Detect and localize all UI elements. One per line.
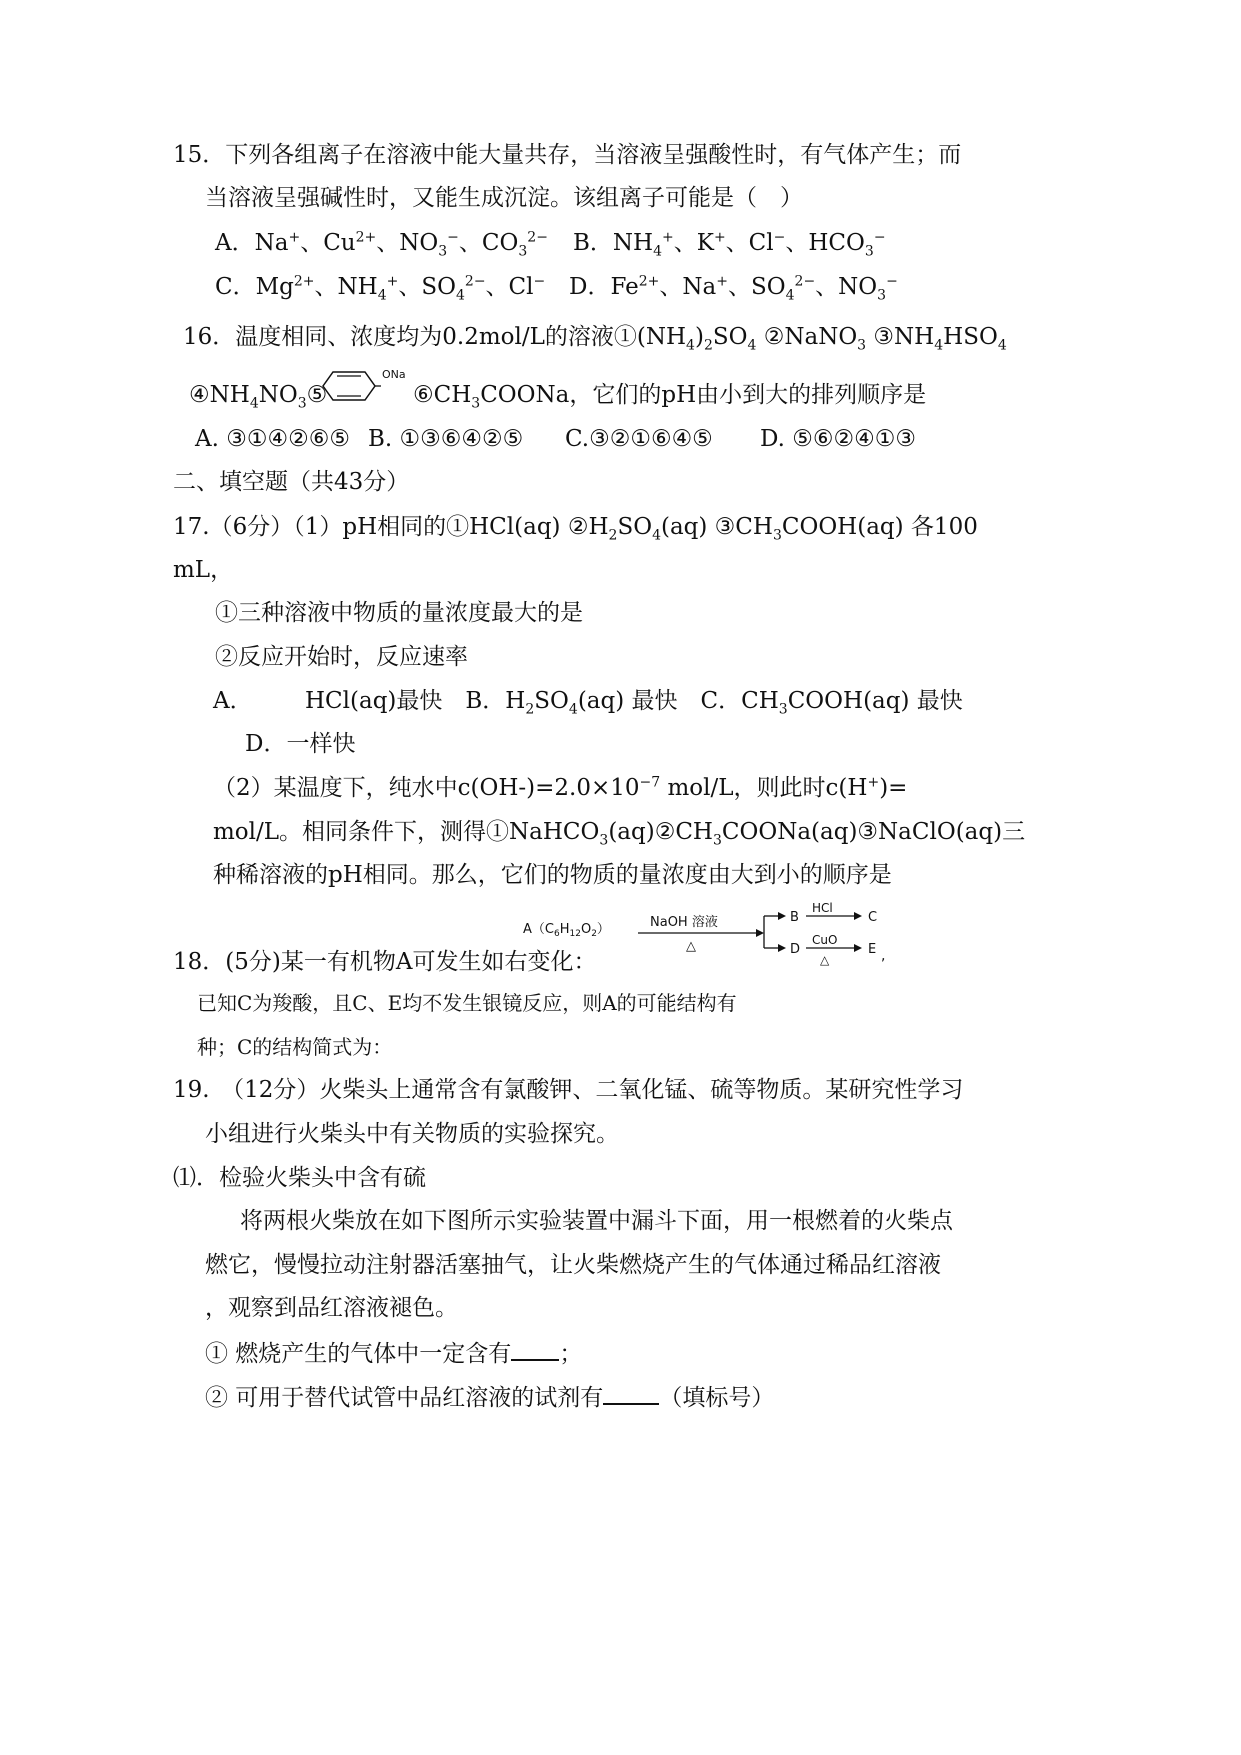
q19-line2: 小组进行火柴头中有关物质的实验探究。 [205,1121,619,1147]
q19-line8: ② 可用于替代试管中品红溶液的试剂有 （填标号） [205,1381,774,1413]
q17-options: HCl(aq)最快 B．$H_2SO_4(aq)$ 最快 C．$CH_3COOH(aq)$ 最快 [305,688,963,718]
q16-option-b: B. ①③⑥④②⑤ [368,426,524,452]
q15-option-a: A．Na+、$Cu^{2+}$、$NO_3^-$、$CO_3^{2-}$ [215,229,548,260]
q17-part2-line2: mol/L。相同条件下，测得$①NaHCO_3(aq)②CH_3COONa(aq)③NaClO(aq)$三 [213,819,1026,849]
q17-option-d: D．一样快 [245,731,356,757]
q17-line3: ①三种溶液中物质的量浓度最大的是 [215,600,583,626]
q15-option-b: B．$NH_4^+$、K+、Cl−、$HCO_3^-$ [573,229,886,260]
section-heading: 二、填空题（共43分） [173,469,410,495]
q17-line4: ②反应开始时，反应速率 [215,644,468,670]
diagram-comma: , [881,948,886,964]
q19-line1: 19. （12分）火柴头上通常含有氯酸钾、二氧化锰、硫等物质。某研究性学习 [173,1077,964,1103]
q15-option-c: C．$Mg^{2+}$、$NH_4^+$、$SO_4^{2-}$、Cl− [215,273,546,304]
heat-symbol-2: △ [820,953,830,967]
compound-d-label: D [790,942,801,957]
answer-blank-2 [603,1381,659,1405]
q19-line5: 燃它，慢慢拉动注射器活塞抽气，让火柴燃烧产生的气体通过稀品红溶液 [205,1252,941,1278]
reagent-naoh-label: NaOH 溶液 [650,915,718,930]
q16-line2-left: $④NH_4NO_3⑤$ [189,382,328,412]
compound-c-label: C [868,910,878,925]
answer-blank-1 [511,1337,559,1361]
q18-line2: 已知C为羧酸，且C、E均不发生银镜反应，则A的可能结构有 [197,991,737,1015]
heat-symbol-1: △ [686,939,696,954]
q17-line1: 17.（6分）（1）pH相同的①HCl(aq) $②H_2SO_4(aq)$ $③CH_3COOH(aq)$ 各100 [173,514,978,544]
sodium-phenoxide-structure [315,362,407,406]
q18-line1: 18．(5分)某一有机物A可发生如右变化： [173,949,597,975]
q15-line2: 当溶液呈强碱性时，又能生成沉淀。该组离子可能是（ ） [205,185,803,211]
reagent-hcl-label: HCl [812,901,833,915]
q15-line1: 15．下列各组离子在溶液中能大量共存，当溶液呈强酸性时，有气体产生；而 [173,142,962,168]
q19-line3: ⑴．检验火柴头中含有硫 [173,1165,426,1191]
q19-line6: ，观察到品红溶液褪色。 [205,1295,458,1321]
q16-option-c: C.③②①⑥④⑤ [565,426,713,452]
q19-line7: ① 燃烧产生的气体中一定含有 ； [205,1337,582,1369]
q17-line2: mL， [173,557,234,583]
ona-label: ONa [382,368,406,381]
q17-part2-line1: （2）某温度下，纯水中$c(OH-)=2.0\times 10^{-7}$ mol/L，则此时c(H+)= [213,774,908,801]
q18-line3: 种；C的结构简式为： [197,1035,393,1059]
q19-line4: 将两根火柴放在如下图所示实验装置中漏斗下面，用一根燃着的火柴点 [240,1208,953,1234]
q15-option-d: D．$Fe^{2+}$、Na+、$SO_4^{2-}$、$NO_3^-$ [569,273,898,304]
q16-line1: 16．温度相同、浓度均为0.2mol/L的溶液$①(NH_4)_2SO_4$ ②NaNO$_3$ $③NH_4HSO_4$ [183,324,1007,354]
q16-option-a: A. ③①④②⑥⑤ [195,426,350,452]
compound-e-label: E [868,942,877,957]
q17-option-a-label: A． [213,688,253,714]
compound-a-label: $A(C_6H_{12}O_2)$ [523,922,610,939]
reagent-cuo-label: CuO [812,933,838,947]
compound-b-label: B [790,910,799,925]
q16-option-d: D. ⑤⑥②④①③ [760,426,916,452]
q17-part2-line3: 种稀溶液的pH相同。那么，它们的物质的量浓度由大到小的顺序是 [213,862,892,888]
q16-line2-right: $⑥CH_3COONa$，它们的pH由小到大的排列顺序是 [413,382,927,412]
